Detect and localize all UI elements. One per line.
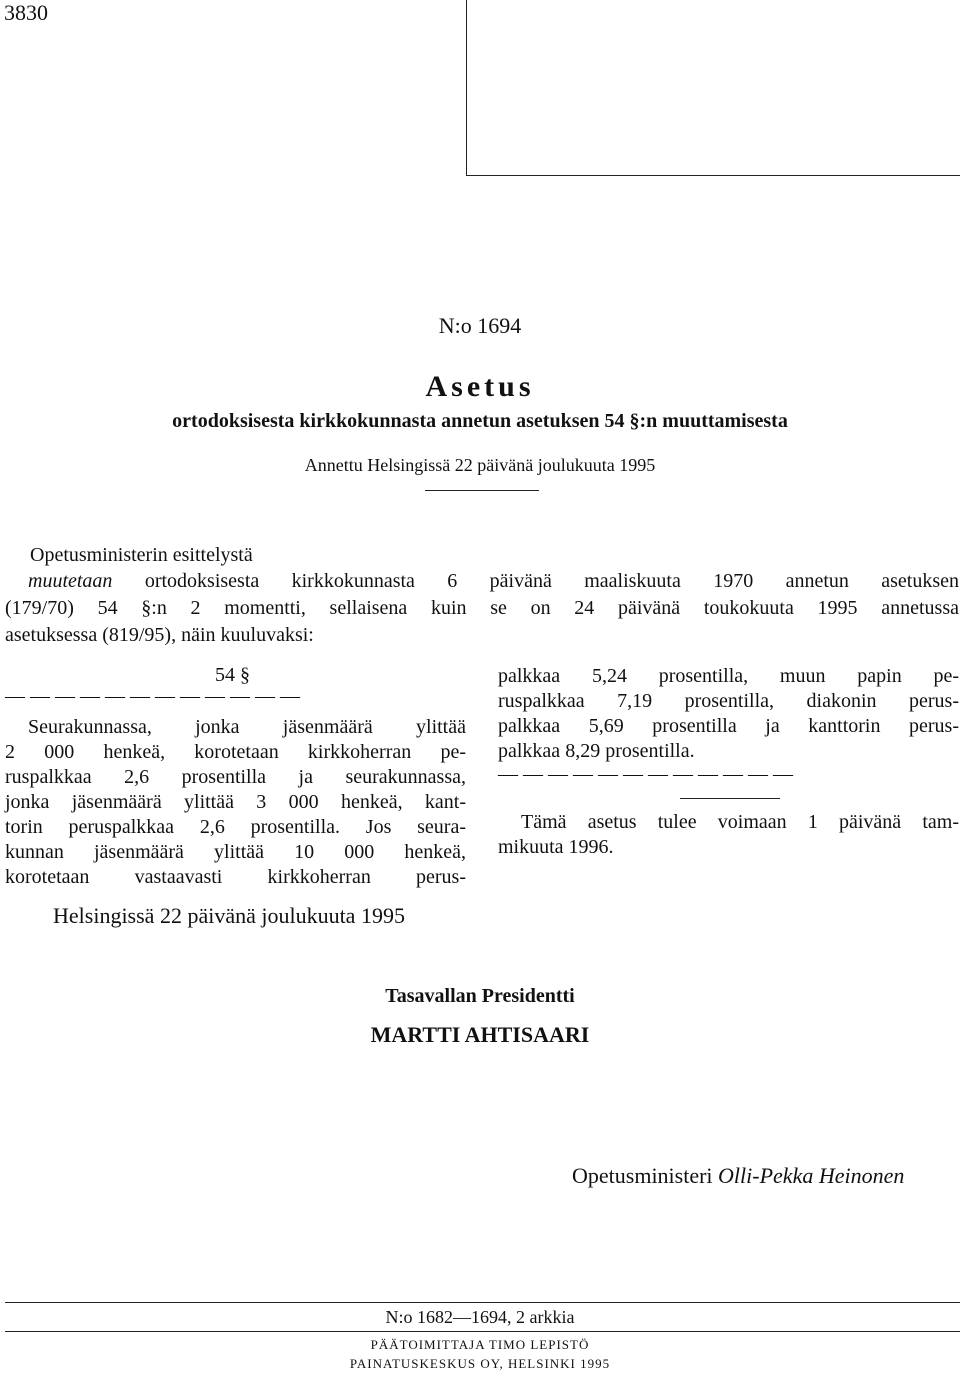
right-line: ruspalkkaa 7,19 prosentilla, diakonin perus- <box>498 690 959 712</box>
left-line: kunnan jäsenmäärä ylittää 10 000 henkeä, <box>5 841 466 863</box>
minister-title: Opetusministeri <box>572 1163 713 1188</box>
omission-dashes-left: — — — — — — — — — — — — <box>5 685 300 707</box>
footer-rule <box>5 1302 960 1303</box>
section-text-right-column <box>498 664 959 764</box>
section-heading: 54 § <box>215 664 250 686</box>
left-line: Seurakunnassa, jonka jäsenmäärä ylittää <box>28 716 466 738</box>
minister-signature <box>572 1163 904 1189</box>
page-number: 3830 <box>4 0 48 25</box>
preamble-line-2: (179/70) 54 §:n 2 momentti, sellaisena kuin se on 24 päivänä toukokuuta 1995 annetussa <box>5 597 959 619</box>
right-line: palkkaa 5,24 prosentilla, muun papin pe- <box>498 665 959 687</box>
left-line: 2 000 henkeä, korotetaan kirkkoherran pe- <box>5 741 466 763</box>
right-line: palkkaa 8,29 prosentilla. <box>498 740 695 762</box>
given-date: Annettu Helsingissä 22 päivänä joulukuuta 1995 <box>304 455 656 475</box>
entry-into-force <box>498 810 959 860</box>
president-title: Tasavallan Presidentti <box>385 985 575 1007</box>
left-line: jonka jäsenmäärä ylittää 3 000 henkeä, kant- <box>5 791 466 813</box>
minister-name: Olli-Pekka Heinonen <box>718 1163 905 1188</box>
preamble-line-1 <box>5 568 959 595</box>
entry-separator-rule <box>680 798 780 799</box>
document-subtitle: ortodoksisesta kirkkokunnasta annetun asetuksen 54 §:n muuttamisesta <box>172 410 788 432</box>
president-name: MARTTI AHTISAARI <box>370 1022 590 1047</box>
entry-line: mikuuta 1996. <box>498 836 614 858</box>
place-and-date: Helsingissä 22 päivänä joulukuuta 1995 <box>53 903 405 928</box>
presenter-line: Opetusministerin esittelystä <box>30 544 253 566</box>
preamble-line-3: asetuksessa (819/95), näin kuuluvaksi: <box>5 624 314 646</box>
omission-dashes-right: — — — — — — — — — — — — <box>498 763 793 785</box>
corner-vertical-rule <box>466 0 467 176</box>
statute-number: N:o 1694 <box>438 313 522 338</box>
right-line: palkkaa 5,69 prosentilla ja kanttorin perus- <box>498 715 959 737</box>
left-line: ruspalkkaa 2,6 prosentilla ja seurakunnassa, <box>5 766 466 788</box>
title-separator-rule <box>425 490 539 491</box>
preamble <box>5 568 959 649</box>
corner-horizontal-rule <box>466 175 960 176</box>
footer-editor: PÄÄTOIMITTAJA TIMO LEPISTÖ <box>370 1337 590 1352</box>
footer-printer: PAINATUSKESKUS OY, HELSINKI 1995 <box>349 1356 611 1371</box>
section-text-left-column <box>5 715 466 890</box>
amended-word: muutetaan <box>28 570 113 592</box>
entry-line: Tämä asetus tulee voimaan 1 päivänä tam- <box>521 811 959 833</box>
document-title: Asetus <box>425 370 535 403</box>
left-line: korotetaan vastaavasti kirkkoherran perus- <box>5 866 466 888</box>
left-line: torin peruspalkkaa 2,6 prosentilla. Jos seura- <box>5 816 466 838</box>
footer-rule-2 <box>5 1331 960 1332</box>
preamble-line-1-rest: ortodoksisesta kirkkokunnasta 6 päivänä maaliskuuta 1970 annetun asetuksen <box>144 570 960 592</box>
footer-numbers: N:o 1682—1694, 2 arkkia <box>385 1307 575 1327</box>
